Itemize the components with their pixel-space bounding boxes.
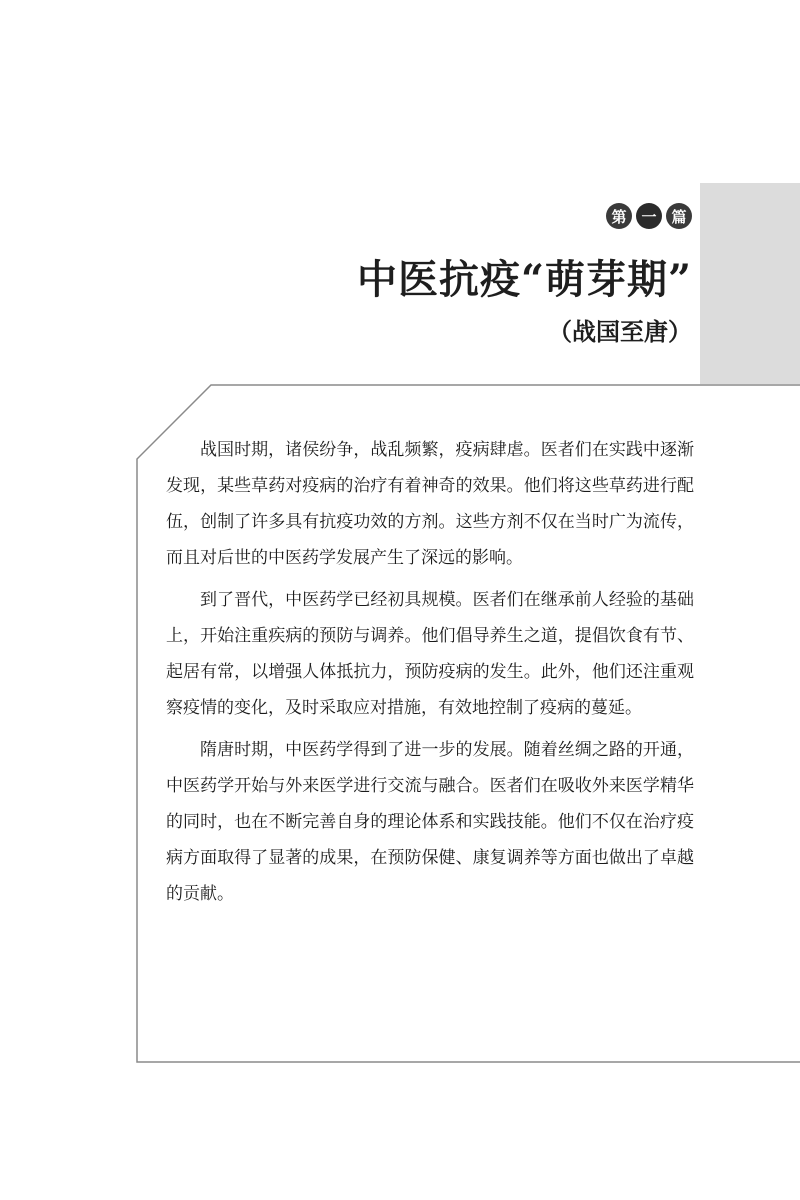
- part-badge: [606, 203, 692, 229]
- paragraph-1: 战国时期，诸侯纷争，战乱频繁，疫病肆虐。医者们在实践中逐渐发现，某些草药对疫病的治疗有着神奇的效果。他们将这些草药进行配伍，创制了许多具有抗疫功效的方剂。这些方剂不仅在当时广为流传，而且对后世的中医药学发展产生了深远的影响。: [166, 440, 694, 568]
- body-text: [166, 432, 694, 918]
- side-tab: [700, 183, 800, 384]
- paragraph-3: 隋唐时期，中医药学得到了进一步的发展。随着丝绸之路的开通，中医药学开始与外来医学进行交流与融合。医者们在吸收外来医学精华的同时，也在不断完善自身的理论体系和实践技能。他们不仅在治疗疫病方面取得了显著的成果，在预防保健、康复调养等方面也做出了卓越的贡献。: [166, 740, 694, 904]
- part-char-2: 一: [636, 203, 662, 229]
- part-char-1: 第: [606, 203, 632, 229]
- page-subtitle: （战国至唐）: [548, 317, 692, 346]
- page-title: 中医抗疫“萌芽期”: [356, 256, 692, 303]
- paragraph-2: 到了晋代，中医药学已经初具规模。医者们在继承前人经验的基础上，开始注重疾病的预防与调养。他们倡导养生之道，提倡饮食有节、起居有常，以增强人体抵抗力，预防疫病的发生。此外，他们还注重观察疫情的变化，及时采取应对措施，有效地控制了疫病的蔓延。: [166, 590, 694, 718]
- part-char-3: 篇: [666, 203, 692, 229]
